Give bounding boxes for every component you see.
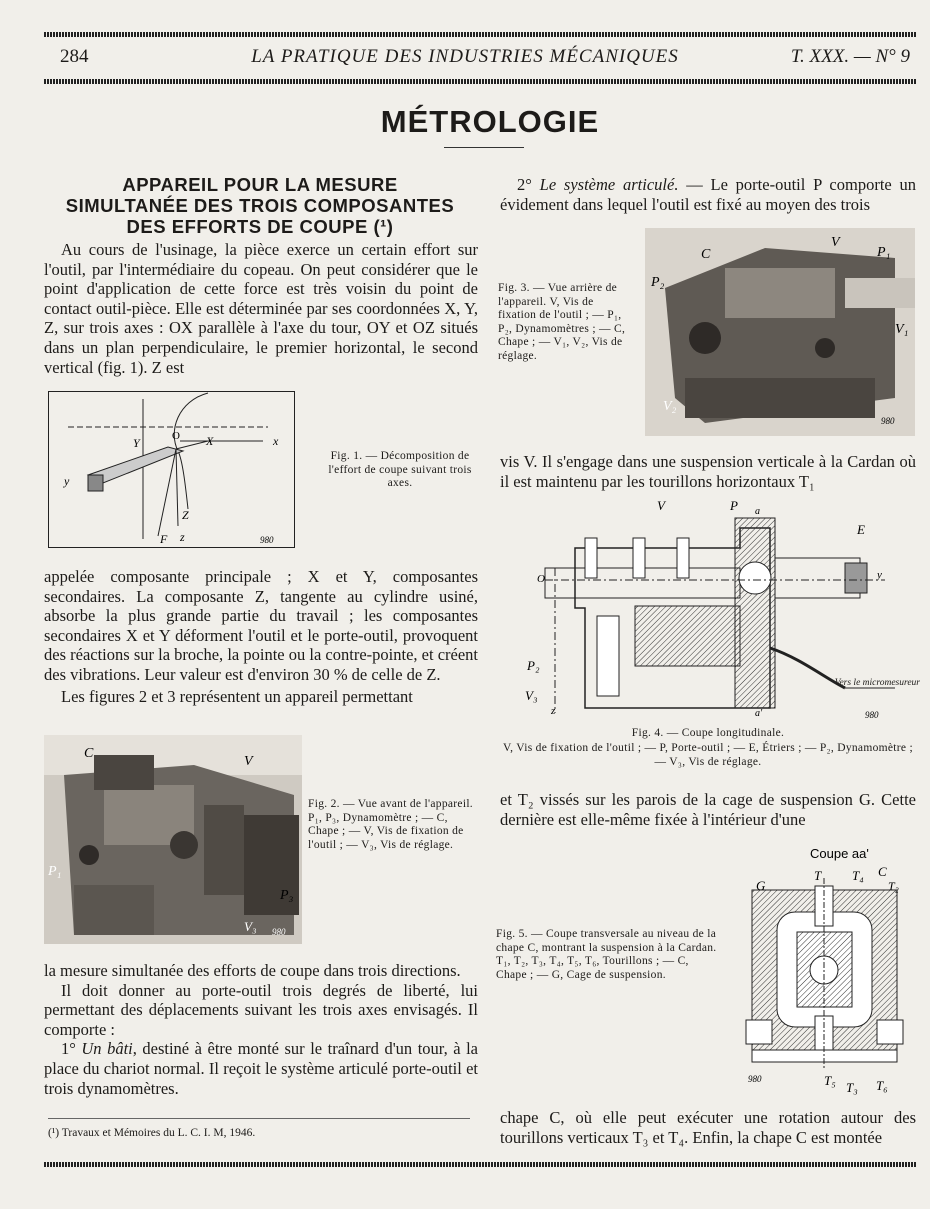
svg-text:T₅: T₅ [824, 1073, 836, 1088]
page-number: 284 [60, 46, 89, 67]
volume-number: T. XXX. — N° 9 [790, 46, 910, 67]
paragraph-r4: chape C, où elle peut exécuter une rotation autour des tourillons verticaux T₃ et T₄. Enfin, la chape C est montée [500, 1108, 916, 1147]
svg-text:Coupe aa': Coupe aa' [810, 846, 869, 861]
svg-text:P₃: P₃ [280, 888, 294, 903]
svg-text:x: x [273, 434, 279, 448]
svg-text:T₂: T₂ [888, 879, 899, 893]
paragraph-r1: 2° Le système articulé. — Le porte-outil P comporte un évidement dans lequel l'outil est fixé au moyen des trois [500, 175, 917, 214]
paragraph-2: appelée composante principale ; X et Y, composantes secondaires. La composante Z, tangente au cylindre usiné, absorbe la plus grande partie du travail ; les composantes secondaires X et Y déforment l'outil et le porte-outil, provoquent des réactions sur la broche, la pointe ou la contre-pointe, et créent des vibrations. Leur valeur est d'environ 30 % de celle de Z. Les figures 2 et 3 représentent un appareil permettant [44, 567, 478, 706]
header-rule [44, 79, 916, 84]
paragraph-r3: et T₂ vissés sur les parois de la cage de suspension G. Cette dernière est elle-même fixée à l'intérieur d'une [500, 790, 916, 829]
svg-text:V₃: V₃ [244, 919, 257, 934]
svg-text:T₄: T₄ [852, 868, 864, 883]
svg-text:Z: Z [182, 508, 189, 522]
paragraph-r2: vis V. Il s'engage dans une suspension verticale à la Cardan où il est maintenu par les tourillons horizontaux T₁ [500, 452, 916, 491]
bottom-rule [44, 1162, 916, 1167]
svg-text:z: z [180, 530, 185, 544]
fig3-photo [645, 228, 915, 436]
fig1-caption: Fig. 1. — Décomposition de l'effort de coupe suivant trois axes. [328, 450, 472, 490]
svg-text:T: T [814, 868, 822, 883]
top-rule [44, 32, 916, 37]
svg-text:y: y [877, 569, 882, 581]
svg-text:z: z [551, 705, 556, 717]
footnote-rule [48, 1118, 470, 1119]
svg-text:980: 980 [865, 710, 879, 720]
svg-text:P: P [730, 498, 738, 513]
svg-text:V: V [657, 498, 665, 513]
svg-text:P₂: P₂ [527, 658, 540, 673]
svg-text:X: X [206, 434, 214, 448]
svg-text:980: 980 [748, 1074, 762, 1084]
svg-text:T₆: T₆ [876, 1078, 888, 1093]
fig4-caption-title: Fig. 4. — Coupe longitudinale. [631, 727, 785, 739]
svg-text:E: E [857, 522, 865, 537]
svg-text:O: O [172, 430, 180, 442]
svg-text:V₃: V₃ [525, 688, 538, 703]
svg-text:G: G [756, 878, 766, 893]
svg-text:980: 980 [272, 927, 286, 937]
svg-text:P₂: P₂ [651, 275, 665, 290]
paragraph-1: Au cours de l'usinage, la pièce exerce un certain effort sur l'outil, par l'intermédiaire du copeau. On peut considérer que le point d'application de cette force est très voisin du point de contact outil-pièce. Elle est déterminée par ses coordonnées X, Y, Z, sur trois axes : OX parallèle à l'axe du tour, OY et OZ situés dans un plan perpendiculaire, le premier horizontal, le second vertical (fig. 1). Z est [44, 240, 478, 377]
svg-text:a': a' [755, 708, 763, 719]
svg-text:980: 980 [881, 416, 895, 426]
svg-text:Y: Y [133, 436, 140, 450]
paragraph-4: la mesure simultanée des efforts de coupe dans trois directions. Il doit donner au porte-outil trois degrés de liberté, lui permettant des déplacements suivant les trois axes envisagés. Il comporte : 1° Un bâti, destiné à être monté sur le traînard d'un tour, à la place du chariot normal. Il reçoit le système articulé porte-outil et trois dynamomètres. [44, 961, 479, 1098]
section-title: MÉTROLOGIE [380, 104, 600, 139]
svg-text:P₁: P₁ [877, 245, 891, 260]
svg-text:y: y [64, 474, 70, 488]
svg-text:O: O [537, 573, 545, 585]
svg-text:V₂: V₂ [663, 399, 677, 414]
section-underline [444, 147, 524, 148]
svg-text:980: 980 [260, 535, 274, 545]
fig4-diagram: V P a E O y P₂ V₃ z a' Vers le micromesureur 980 [525, 498, 920, 720]
fig5-caption: Fig. 5. — Coupe transversale au niveau de la chape C, montrant la suspension à la Cardan. T₁, T₂, T₃, T₄, T₅, T₆, Tourillons ; — C, Chape ; — G, Cage de suspension. [496, 928, 717, 981]
svg-text:a: a [755, 506, 760, 517]
fig5-diagram [742, 840, 917, 1100]
fig2-photo [44, 735, 302, 944]
svg-text:C: C [878, 864, 887, 879]
svg-text:V₁: V₁ [895, 322, 909, 337]
svg-text:P₁: P₁ [48, 864, 62, 879]
fig4-caption: V, Vis de fixation de l'outil ; — P, Porte-outil ; — E, Étriers ; — P₂, Dynamomètre ; — V₃, Vis de réglage. [503, 742, 913, 768]
fig3-caption: Fig. 3. — Vue arrière de l'appareil. V, Vis de fixation de l'outil ; — P₁, P₂, Dynamomètres ; — C, Chape ; — V₁, V₂, Vis de réglage. [498, 282, 626, 362]
svg-text:V: V [244, 754, 253, 769]
svg-text:C: C [84, 746, 94, 761]
svg-text:F: F [160, 532, 168, 546]
article-title: APPAREIL POUR LA MESURE SIMULTANÉE DES TROIS COMPOSANTES DES EFFORTS DE COUPE (¹) [65, 174, 455, 237]
svg-text:V: V [831, 235, 840, 250]
fig2-caption: Fig. 2. — Vue avant de l'appareil. P₁, P₃, Dynamomètre ; — C, Chape ; — V, Vis de fixation de l'outil ; — V₃, Vis de réglage. [308, 798, 473, 851]
fig1-diagram [48, 391, 296, 549]
journal-title: LA PRATIQUE DES INDUSTRIES MÉCANIQUES [251, 46, 679, 67]
svg-text:T₃: T₃ [846, 1080, 858, 1095]
svg-text:C: C [701, 247, 711, 262]
footnote: (¹) Travaux et Mémoires du L. C. I. M, 1946. [48, 1127, 256, 1139]
